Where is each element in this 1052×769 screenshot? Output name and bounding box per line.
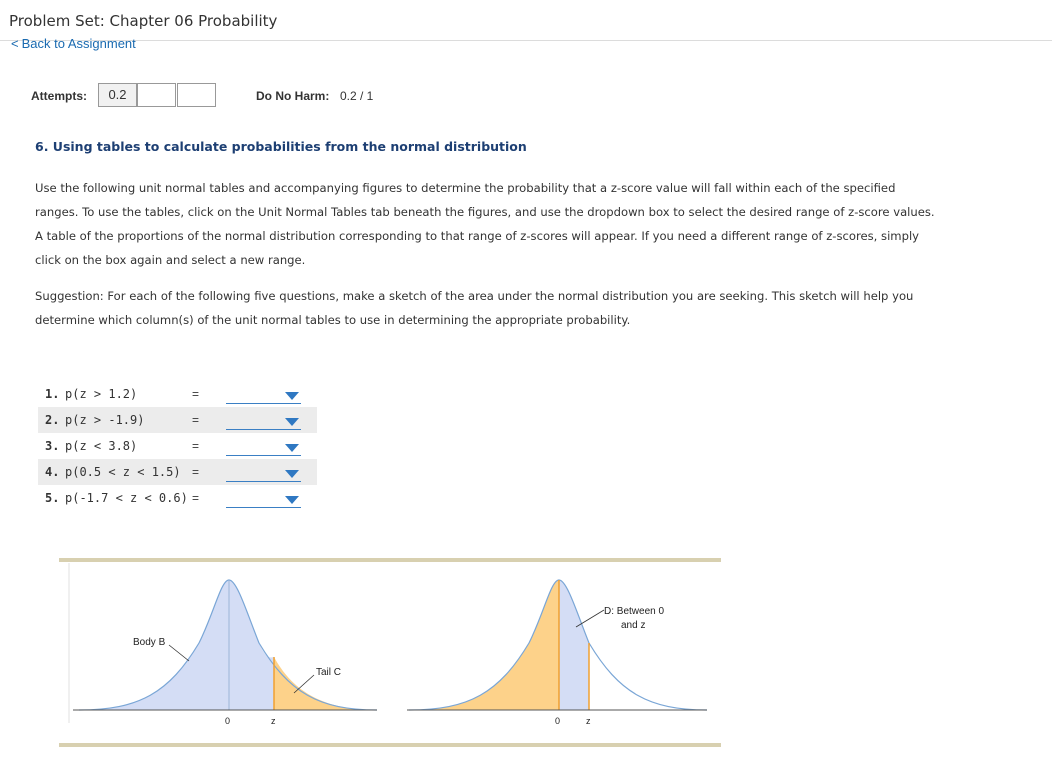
equals-sign: = xyxy=(192,387,200,401)
region-d-label-line2: and z xyxy=(621,620,646,631)
answer-dropdown-2[interactable] xyxy=(226,411,301,430)
equals-sign: = xyxy=(192,491,200,505)
equals-sign: = xyxy=(192,413,200,427)
attempt-box-2 xyxy=(137,83,176,107)
item-expression: p(0.5 < z < 1.5) xyxy=(65,465,181,479)
answer-dropdown-3[interactable] xyxy=(226,437,301,456)
left-tail-area xyxy=(274,657,377,710)
figure-bottom-rule xyxy=(59,743,721,747)
question-row-5 xyxy=(38,485,317,511)
item-number: 5. xyxy=(45,491,60,505)
item-number: 4. xyxy=(45,465,60,479)
back-to-assignment-link[interactable] xyxy=(11,36,136,51)
top-bar xyxy=(0,0,1052,41)
dropdown-arrow-icon xyxy=(285,418,299,426)
normal-distribution-figure xyxy=(59,563,721,745)
right-between-area xyxy=(559,580,589,710)
right-lower-area xyxy=(409,580,559,710)
left-tick-z: z xyxy=(271,716,276,726)
equals-sign: = xyxy=(192,439,200,453)
attempts-label: Attempts: xyxy=(31,89,87,103)
item-number: 2. xyxy=(45,413,60,427)
answer-dropdown-4[interactable] xyxy=(226,463,301,482)
right-tick-z: z xyxy=(586,716,591,726)
question-heading: 6. Using tables to calculate probabilities from the normal distribution xyxy=(35,139,527,154)
body-b-label: Body B xyxy=(133,637,166,648)
back-link-label: Back to Assignment xyxy=(21,36,136,51)
question-row-4 xyxy=(38,459,317,485)
item-number: 1. xyxy=(45,387,60,401)
answer-dropdown-1[interactable] xyxy=(226,385,301,404)
instructions-paragraph: Use the following unit normal tables and accompanying figures to determine the probability that a z-score value will fall within each of the specified ranges. To use the tables, click on the Unit Normal Tables tab beneath the figures, and use the dropdown box to select the desired range of z-score values. A table of the proportions of the normal distribution corresponding to that range of z-scores will appear. If you need a different range of z-scores, simply click on the box again and select a new range. xyxy=(35,181,935,267)
tail-c-pointer xyxy=(294,675,314,693)
item-expression: p(z < 3.8) xyxy=(65,439,138,453)
suggestion-paragraph: Suggestion: For each of the following five questions, make a sketch of the area under the normal distribution you are seeking. This sketch will help you determine which column(s) of the unit normal tables to use in determining the appropriate probability. xyxy=(35,289,914,327)
question-row-1 xyxy=(38,381,317,407)
dropdown-arrow-icon xyxy=(285,496,299,504)
left-body-area xyxy=(79,580,274,710)
body-b-pointer xyxy=(169,645,189,661)
question-row-3 xyxy=(38,433,317,459)
dropdown-arrow-icon xyxy=(285,470,299,478)
attempt-box-1: 0.2 xyxy=(98,83,137,107)
back-arrow-icon: < xyxy=(11,36,19,51)
left-tick-0: 0 xyxy=(225,716,231,726)
answer-dropdown-5[interactable] xyxy=(226,489,301,508)
dropdown-arrow-icon xyxy=(285,392,299,400)
tail-c-label: Tail C xyxy=(316,667,342,678)
do-no-harm-value: 0.2 / 1 xyxy=(340,89,374,103)
item-expression: p(z > -1.9) xyxy=(65,413,145,427)
item-expression: p(-1.7 < z < 0.6) xyxy=(65,491,188,505)
dropdown-arrow-icon xyxy=(285,444,299,452)
do-no-harm-label: Do No Harm: xyxy=(256,89,330,103)
question-row-2 xyxy=(38,407,317,433)
equals-sign: = xyxy=(192,465,200,479)
page-title: Problem Set: Chapter 06 Probability xyxy=(9,12,278,30)
region-d-label-line1: D: Between 0 xyxy=(604,606,665,617)
right-tick-0: 0 xyxy=(555,716,561,726)
item-expression: p(z > 1.2) xyxy=(65,387,138,401)
attempt-box-3 xyxy=(177,83,216,107)
normal-curves-svg xyxy=(59,563,721,745)
item-number: 3. xyxy=(45,439,60,453)
figure-top-rule xyxy=(59,558,721,562)
